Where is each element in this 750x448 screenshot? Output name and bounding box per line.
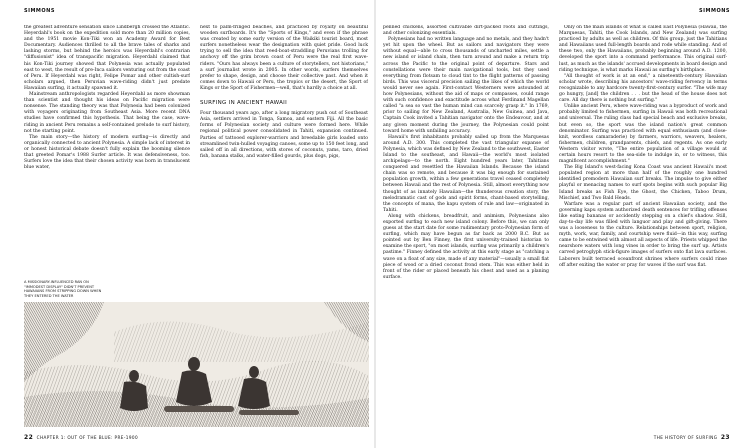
paragraph: the greatest adventure sensation since Lindbergh crossed the Atlantic. Heyerdahl's book on the expedition sold more than 20 million copies, and the 1951 movie Kon-Tiki won an Academy Award for Best Documentary. Audiences thrilled to all the brave tales of sharks and lashing storms, but behind the heroics was Heyerdahl's contrarian "diffusionist" idea of transpacific migration. Heyerdahl claimed that his Kon-Tiki journey showed that Polynesia was actually populated east to west, the result of pre-Inca sailors venturing out from the coast of Peru. If Heyerdahl was right, Felipe Pomar and other cultish-surf scholars argued, then Peruvian wave-riding didn't just predate Hawaiian surfing, it actually spawned it. xyxy=(24,25,190,91)
paragraph: The main story—the history of modern surfing—is directly and organically connected to ancient Polynesia. A simple lack of interest in or honest historical debate doesn't fully explain the booming silence that greeted Pomar's 1988 Surfer article. It was defensiveness, too. Surfers love the idea that their chosen activity was born in translucent blue water, xyxy=(24,134,190,171)
body-column-2 xyxy=(200,25,368,283)
page-footer xyxy=(24,434,138,441)
page-footer xyxy=(654,434,730,441)
body-column-2 xyxy=(559,25,727,425)
paragraph: Hawaii's first inhabitants probably sailed up from the Marquesas around A.D. 300. This completed the vast triangular expanse of Polynesia, which was defined by New Zealand to the southwest, Easter Island to the southeast, and Hawaii—the world's most isolated archipelago—to the north. Eight hundred years later, Tahitians conquered and resettled the Hawaiian Islands. Because the island chain was so remote, and because it was big enough for sustained population growth, within a few generations travel ceased completely between Hawaii and the rest of Polynesia. Still, almost everything now thought of as innately Hawaiian—the thunderous creation story, the melodramatic cast of gods and spirit forms, chant-based storytelling, the concepts of mana, the kapu system of rule and law—originated in Tahiti. xyxy=(383,134,549,213)
body-column-1 xyxy=(24,25,190,271)
right-page xyxy=(375,0,750,448)
page-number: 22 xyxy=(24,434,34,441)
engraving-art xyxy=(24,302,369,427)
paragraph: Along with chickens, breadfruit, and animism, Polynesians also exported surfing to each new island colony. Before this, we can only guess at the start date for some rudimentary proto-Polynesian form of surfing, which may have begun as far back as 2000 B.C. But as pointed out by Ben Finney, the first university-trained historian to examine the sport, "on most islands, surfing was primarily a children's pastime." Finney defined the activity at this early stage as "catching a wave on a float of any size, made of any material"—usually a small flat piece of wood or a dried coconut frond stem. This was either held in front of the rider or placed beneath his chest and used as a planing surface. xyxy=(383,213,549,280)
paragraph: Mainstream anthropologists regarded Heyerdahl as more showman than scientist and thought his ideas on Pacific migration were nonsense. The standing theory was that Polynesia had been colonized with voyagers originating from Southeast Asia. More recent DNA studies have confirmed this hypothesis. That being the case, wave-riding in ancient Peru remains a self-contained prelude to surf history, not the starting point. xyxy=(24,92,190,134)
book-title: THE HISTORY OF SURFING xyxy=(653,435,718,440)
body-column-1 xyxy=(383,25,549,425)
paragraph: "All thought of work is at an end," a nineteenth-century Hawaiian scholar wrote, describing his ancestors' wave-riding fervency in terms recognizable to any hardcore twenty-first-century surfer. "The wife may go hungry, [and] the children . . . but the head of the house does not care. All day there is nothing but surfing." xyxy=(559,73,727,104)
section-heading: SURFING IN ANCIENT HAWAII xyxy=(200,100,288,107)
paragraph: penned chickens, assorted cultivable dirt-packed roots and cuttings, and other colonizing essentials. xyxy=(383,25,549,37)
page-number: 23 xyxy=(720,434,730,441)
paragraph: Polynesians had no written language and no metals, and they hadn't yet hit upon the wheel. But as sailors and navigators they were without equal—able to cross thousands of uncharted miles, settle a new island or island chain, then turn around and make a return trip across the Pacific to the original point of departure. Stars and constellations were their main navigational tools, but they used everything from flotsam to cloud tint to the flight patterns of passing birds. This was visceral precision sailing the likes of which the world would never see again. First-contact Westerners were astounded at how Polynesians, without the aid of maps or compasses, could range with such confidence and exactitude across what Ferdinand Magellan called "a sea so vast the human mind can scarcely grasp it." In 1769, prior to sailing for New Zealand, Australia, New Guinea, and Java, Captain Cook invited a Tahitian navigator onto the Endeavour, and at any given moment during the journey, the Polynesian could point toward home with unfailing accuracy. xyxy=(383,37,549,134)
paragraph: Only on the main islands of what is called East Polynesia (Hawaii, the Marquesas, Tahiti, the Cook Islands, and New Zealand) was surfing practiced by adults as well as children. Of this group, just the Tahitians and Hawaiians used full-length boards and rode while standing. And of these two, only the Hawaiians, probably beginning around A.D. 1200, developed the sport into a command performance. This original surf-lust, as much as the islands' accrued developments in board design and riding technique, is what marks Hawaii as surfing's birthplace. xyxy=(559,25,727,73)
running-head: SIMMONS xyxy=(24,8,55,14)
running-head: SIMMONS xyxy=(699,8,730,14)
image-caption: A MISSIONARY-INFLUENCED RAN ON "IMMODEST DISPLAY" DIDN'T PREVENT HAWAIIANS FROM STRIPPING DOWN WHEN THEY ENTERED THE WATER xyxy=(24,280,102,298)
paragraph: The Big Island's west-facing Kona Coast was ancient Hawaii's most populated region at more than half of the roughly one hundred identified premodern Hawaiian surf breaks. The impulse to give either playful or menacing names to surf spots begins with such popular Big Island breaks as Fish Eye, the Ghost, the Chicken, Taboo Drum, Mischief, and Two Bald Heads. xyxy=(559,165,727,201)
paragraph: Warfare was a regular part of ancient Hawaiian society, and the governing kapu system authorized death sentences for trifling offenses like eating bananas or accidently stepping on a chief's shadow. Still, day-to-day life was filled with languor and play and gift-giving. There was a looseness to the culture. Relationships between sport, religion, myth, work, war, family, and courtship were fluid—in this way, surfing came to be entwined with almost all aspects of life. Priests whipped the nearshore waters with long vines in order to bring the surf up. Artists carved petroglyph stick-figure images of surfers onto flat lava surfaces. Laborers built terraced oceanfront shrines where surfers could rinse off after exiting the water or pray for waves if the surf was flat. xyxy=(559,201,727,268)
paragraph: Four thousand years ago, after a long migratory push out of Southeast Asia, settlers arrived in Tonga, Samoa, and eastern Fiji. All the basic forms of Polynesian society and culture were formed here. While regional political power consolidated in Tahiti, expansion continued. Parties of tattooed explorer-warriors and breedable girls loaded onto streamlined twin-hulled voyaging canoes, some up to 150 feet long, and sailed off in all directions, with stores of coconuts, yams, taro, dried fish, banana stalks, and water-filled gourds, plus dogs, pigs, xyxy=(200,111,368,159)
paragraph: next to palm-fringed beaches, and practiced by royalty on beautiful wooden surfboards. It's the "Sports of Kings," and even if the phrase was created by some early version of the Waikiki tourist board, most surfers nonetheless wear the designation with quiet pride. Good luck trying to sell the idea that reed-boat-straddling Peruvians trolling for anchovy off the grim brown coast of Peru were the real first wave-riders. "Ours has always been a culture of storytellers, not historians," a surf journalist wrote in 2005. In other words, surfers themselves prefer to shape, design, and choose their collective past. And when it comes down to Hawaii or Peru, the tropics or the desert, the Sport of Kings or the Sport of Fishermen—well, that's hardly a choice at all. xyxy=(200,25,368,91)
paragraph: Unlike ancient Peru, where wave-riding was a byproduct of work and probably limited to fishermen, surfing in Hawaii was both recreational and universal. The ruling class had special beach and exclusive breaks, but even so, the sport was the island nation's great common denominator. Surfing was practiced with equal enthusiasm (and close-knit, wordless camaraderie) by farmers, warriors, weavers, healers, fishermen, children, grandparents, chiefs, and regents. As one early Western visitor wrote, "The entire population of a village would at certain hours resort to the sea-side to indulge in, or to witness, this magnificent accomplishment." xyxy=(559,104,727,165)
surfers-engraving-illustration xyxy=(24,302,369,427)
chapter-title: CHAPTER 1: OUT OF THE BLUE: PRE-1900 xyxy=(36,435,139,440)
